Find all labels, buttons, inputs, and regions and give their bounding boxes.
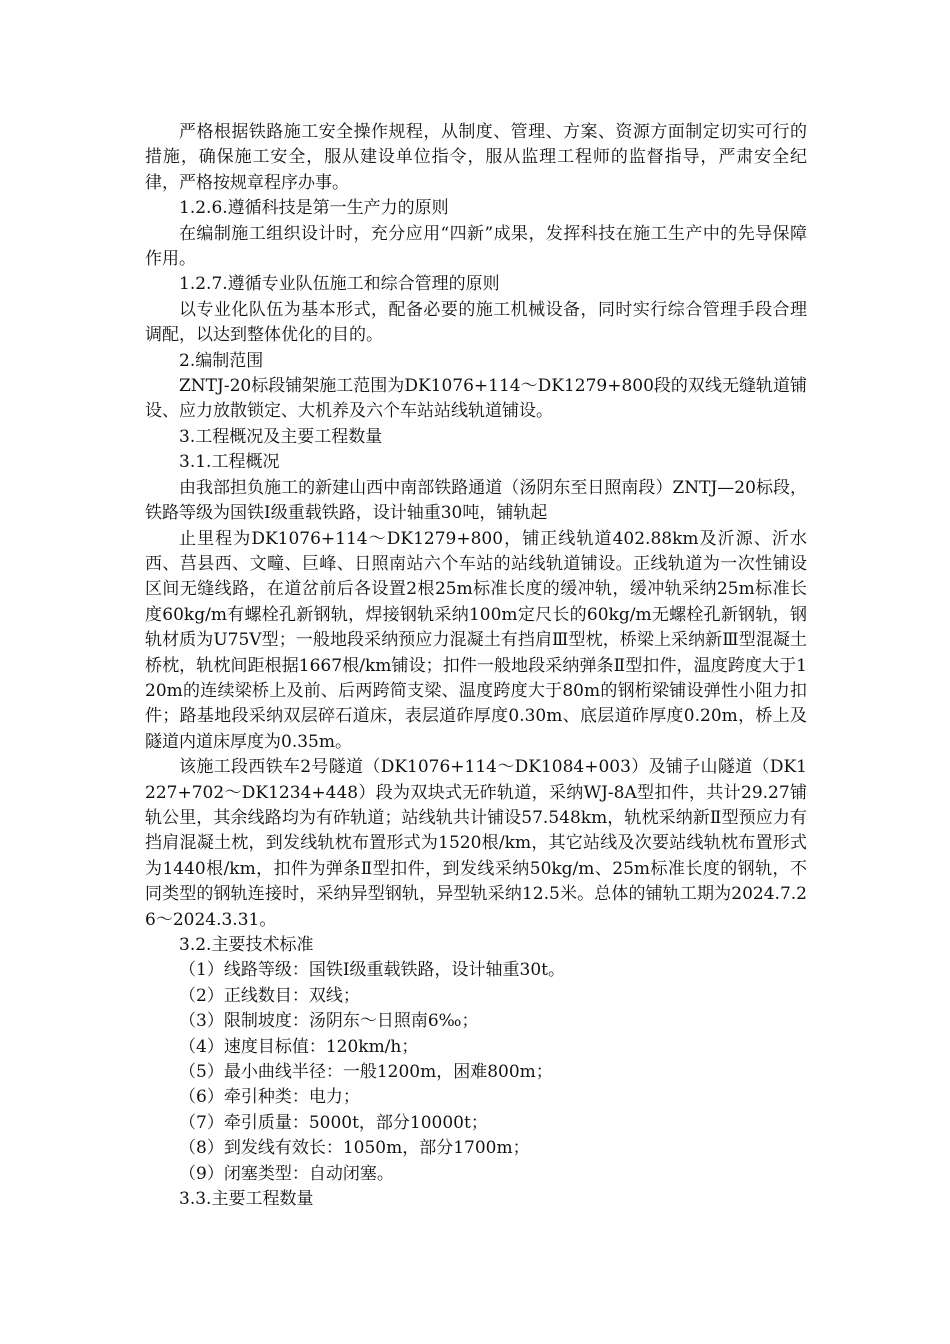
- paragraph-specialized-teams: 以专业化队伍为基本形式，配备必要的施工机械设备，同时实行综合管理手段合理调配，以达到整体优化的目的。: [145, 299, 807, 346]
- heading-2: 2.编制范围: [179, 350, 264, 371]
- paragraph-overview-mainline: 止里程为DK1076+114～DK1279+800，铺正线轨道402.88km及沂源、沂水西、莒县西、文疃、巨峰、日照南站六个车站的站线轨道铺设。正线轨道为一次性铺设区间无缝线路，在道岔前后各设置2根25m标准长度的缓冲轨，缓冲轨采纳25m标准长度60kg/m有螺栓孔新钢轨，焊接钢轨采纳100m定尺长的60kg/m无螺栓孔新钢轨，钢轨材质为U75V型；一般地段采纳预应力混凝土有挡肩Ⅲ型枕，桥梁上采纳新Ⅲ型混凝土桥枕，轨枕间距根据1667根/km铺设；扣件一般地段采纳弹条Ⅱ型扣件，温度跨度大于120m的连续梁桥上及前、后两跨简支梁、温度跨度大于80m的钢桁梁铺设弹性小阻力扣件；路基地段采纳双层碎石道床，表层道砟厚度0.30m、底层道砟厚度0.20m，桥上及隧道内道床厚度为0.35m。: [145, 528, 807, 752]
- list-item: （5）最小曲线半径：一般1200m，困难800m；: [179, 1062, 553, 1083]
- list-item: （7）牵引质量：5000t，部分10000t；: [179, 1112, 488, 1133]
- paragraph-technology: 在编制施工组织设计时，充分应用“四新”成果，发挥科技在施工生产中的先导保障作用。: [145, 223, 807, 270]
- list-item: （9）闭塞类型：自动闭塞。: [179, 1163, 394, 1184]
- heading-3-1: 3.1.工程概况: [179, 452, 280, 473]
- heading-1-2-6: 1.2.6.遵循科技是第一生产力的原则: [179, 198, 449, 219]
- paragraph-safety: 严格根据铁路施工安全操作规程，从制度、管理、方案、资源方面制定切实可行的措施，确保施工安全，服从建设单位指令，服从监理工程师的监督指导，严肃安全纪律，严格按规章程序办事。: [145, 122, 807, 193]
- list-item: （3）限制坡度：汤阴东～日照南6‰；: [179, 1011, 479, 1032]
- list-item: （2）正线数目：双线；: [179, 985, 360, 1006]
- document-body: [145, 120, 807, 1212]
- list-item: （8）到发线有效长：1050m，部分1700m；: [179, 1138, 530, 1159]
- heading-3-2: 3.2.主要技术标准: [179, 935, 314, 955]
- list-item: （4）速度目标值：120km/h；: [179, 1036, 419, 1057]
- heading-1-2-7: 1.2.7.遵循专业队伍施工和综合管理的原则: [179, 274, 500, 295]
- paragraph-overview-tunnels: 该施工段西铁车2号隧道（DK1076+114～DK1084+003）及铺子山隧道（DK1227+702～DK1234+448）段为双块式无砟轨道，采纳WJ-8A型扣件，共计29.27铺轨公里，其余线路均为有砟轨道；站线轨共计铺设57.548km，轨枕采纳新Ⅱ型预应力有挡肩混凝土枕，到发线轨枕布置形式为1520根/km，其它站线及次要站线轨枕布置形式为1440根/km，扣件为弹条Ⅱ型扣件，到发线采纳50kg/m、25m标准长度的钢轨，不同类型的钢轨连接时，采纳异型钢轨，异型轨采纳12.5米。总体的铺轨工期为2024.7.26～2024.3.31。: [145, 757, 807, 930]
- list-item: （1）线路等级：国铁I级重载铁路，设计轴重30t。: [179, 960, 565, 981]
- paragraph-overview-intro: 由我部担负施工的新建山西中南部铁路通道（汤阴东至日照南段）ZNTJ—20标段，铁路等级为国铁Ⅰ级重载铁路，设计轴重30吨，铺轨起: [145, 477, 807, 524]
- heading-3: 3.工程概况及主要工程数量: [179, 426, 383, 447]
- paragraph-scope: ZNTJ-20标段铺架施工范围为DK1076+114～DK1279+800段的双线无缝轨道铺设、应力放散锁定、大机养及六个车站站线轨道铺设。: [145, 376, 807, 422]
- heading-3-3: 3.3.主要工程数量: [179, 1189, 314, 1210]
- list-item: （6）牵引种类：电力；: [179, 1087, 360, 1108]
